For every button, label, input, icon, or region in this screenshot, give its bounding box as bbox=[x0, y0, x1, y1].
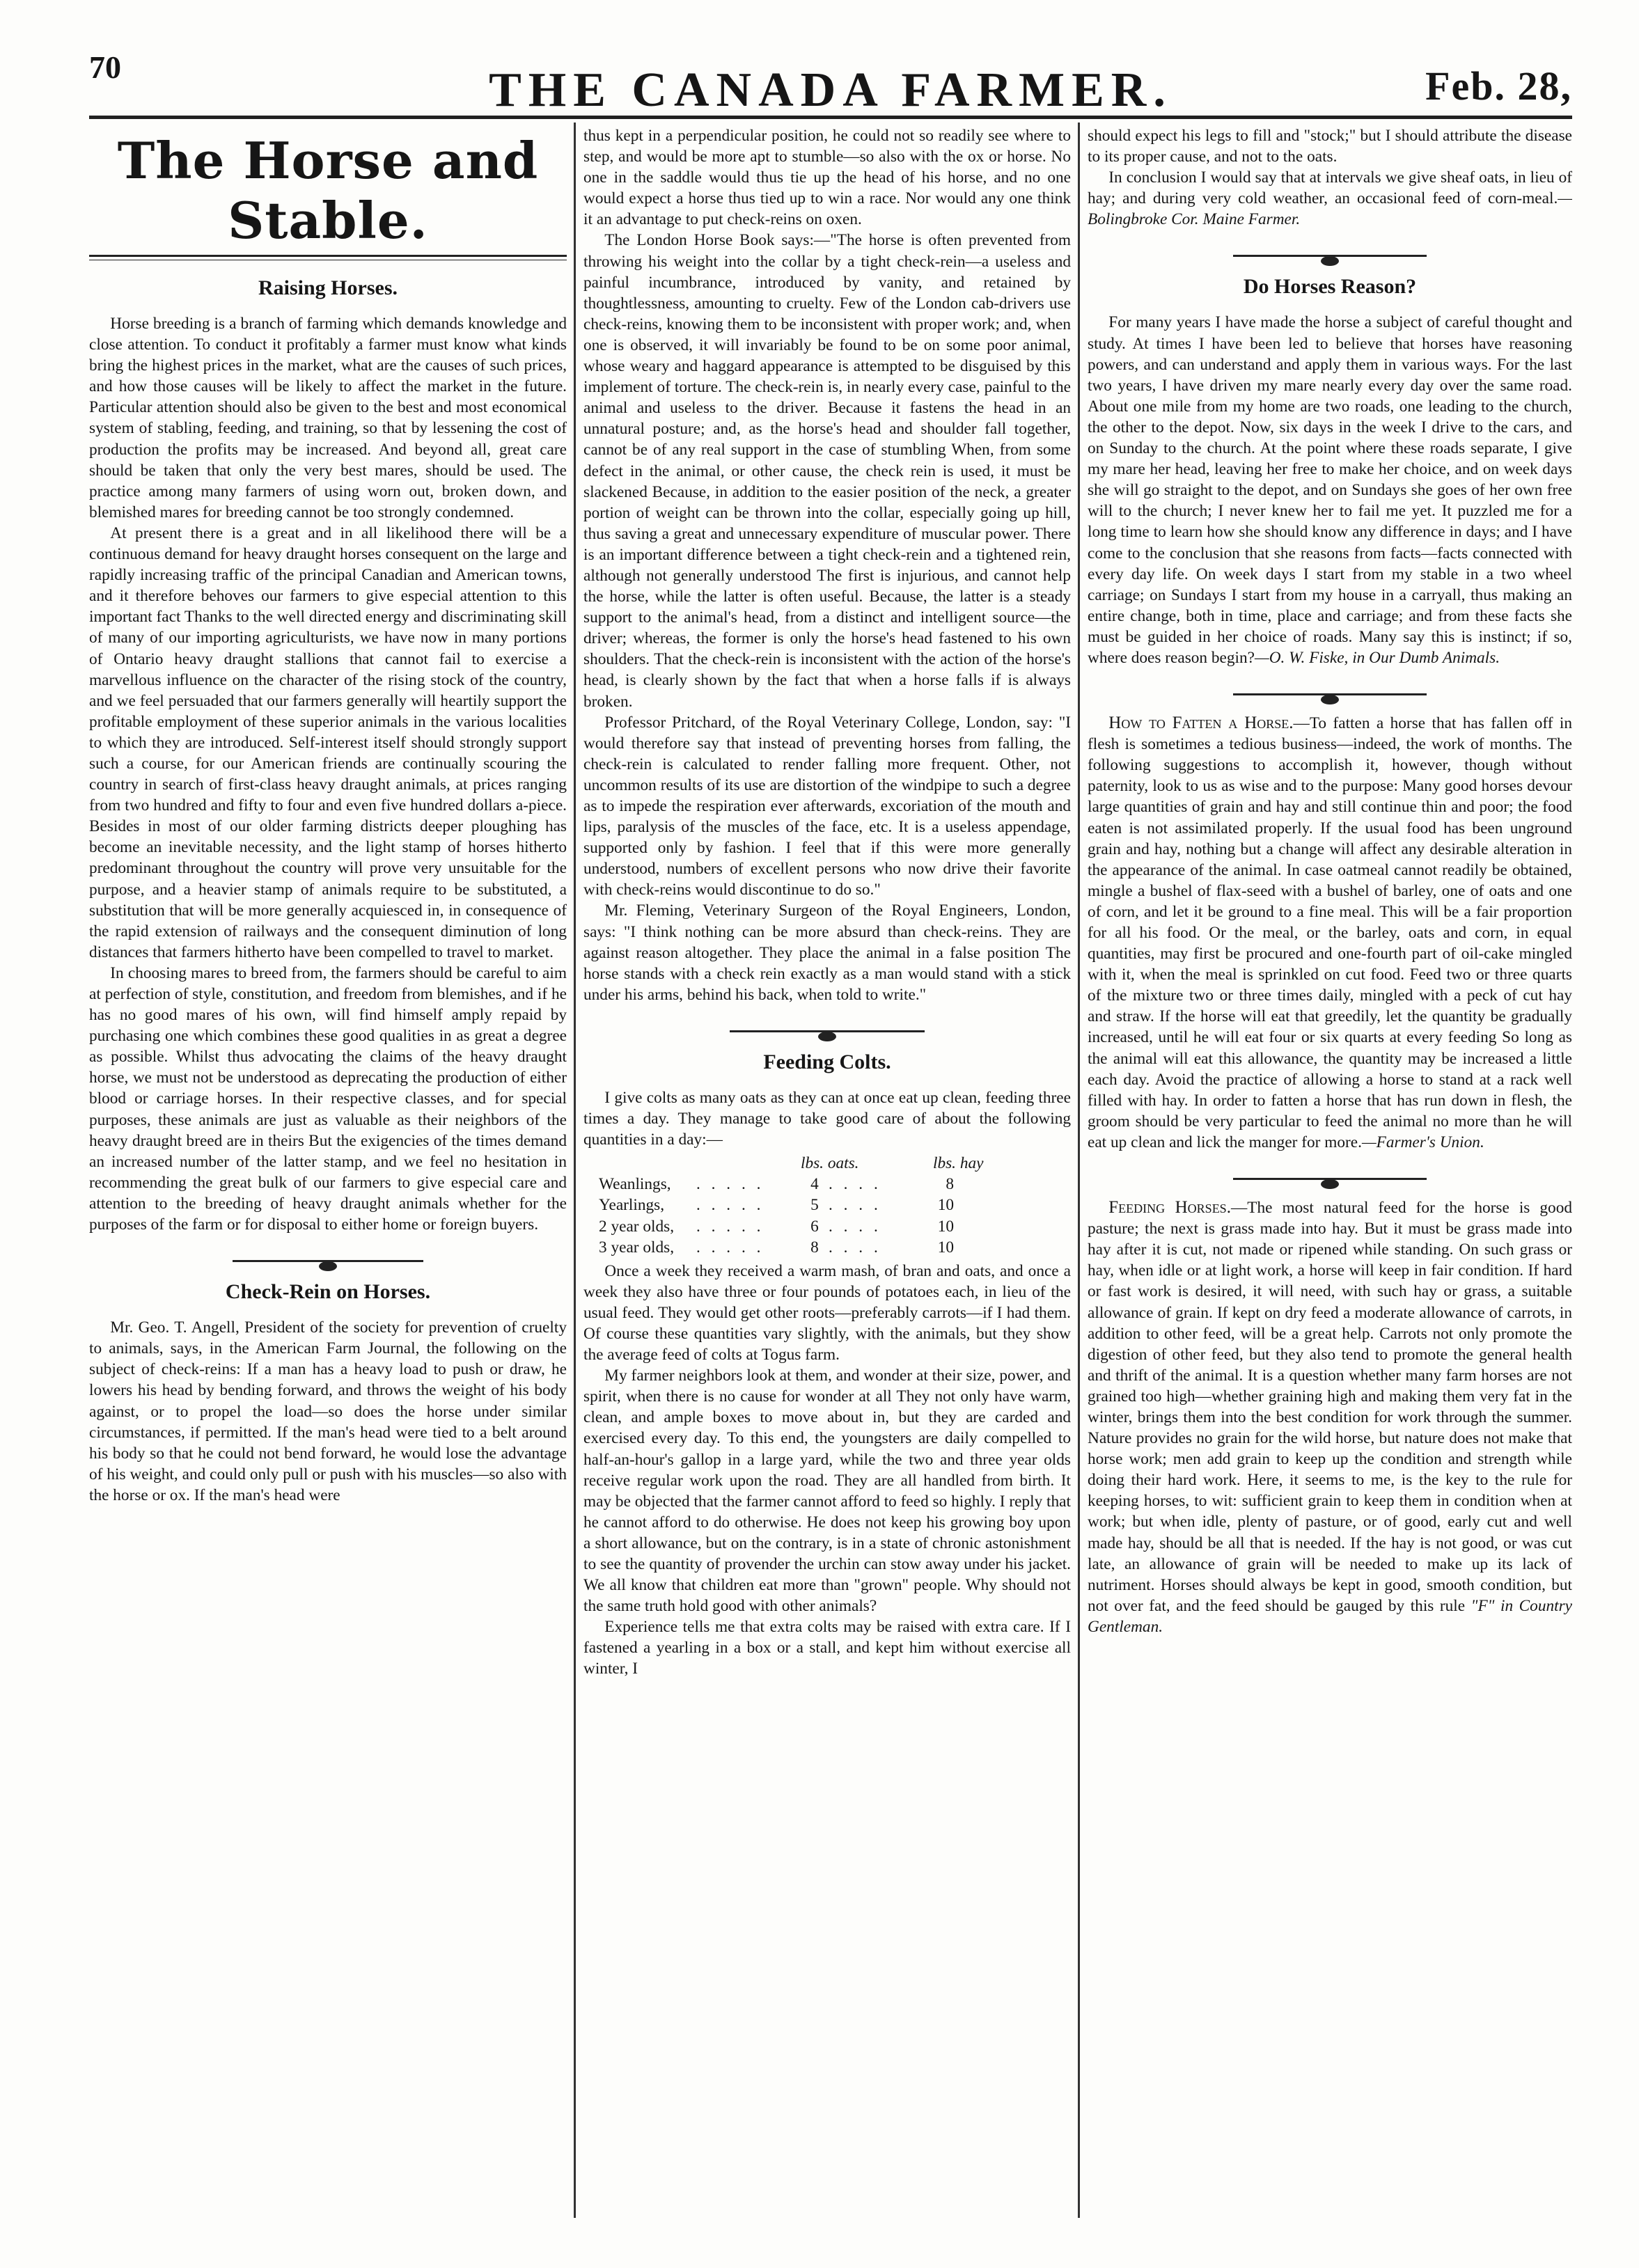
paragraph: I give colts as many oats as they can at once eat up clean, feeding three times a day. They manage to take good care of about the following quantities in a day:— bbox=[583, 1088, 1071, 1149]
column-2 bbox=[583, 125, 1071, 2221]
section-ornament bbox=[89, 1256, 567, 1266]
department-heading: The Horse and Stable. bbox=[117, 131, 539, 250]
source-credit: —Farmer's Union. bbox=[1361, 1133, 1484, 1151]
paragraph: My farmer neighbors look at them, and wonder at their size, power, and spirit, when there is no cause for wonder at all They not only have warm, clean, and ample boxes to move about in, but they are carded and exercised every day. To this end, the youngsters are daily compelled to half-an-hour's gallop in a large yard, while the two and three year olds receive regular work upon the road. They are all handled from birth. It may be objected that the farmer cannot afford to feed so highly. I reply that he cannot afford to do otherwise. He does not keep his growing boy upon a short allowance, but on the contrary, is in a state of chronic astonishment to see the quantity of provender the urchin can stow away under his jacket. We all know that children eat more than "grown" people. Why should not the same truth hold good with other animals? bbox=[583, 1367, 1071, 1616]
table-cell-oats: 5 bbox=[810, 1196, 819, 1215]
paragraph: Horse breeding is a branch of farming which demands knowledge and close attention. To conduct it profitably a farmer must know what kinds bring the highest prices in the market, what are the causes of such prices, and how those causes will be likely to affect the market in the future. Particular attention should also be given to the best and most economical system of stabling, feeding, and training, so that by lessening the cost of production the profits may be increased. And beyond all, great care should be taken that only the very best mares, should be used. The practice among many farmers of using worn out, broken down, and blemished mares for breeding cannot be too strongly condemned. bbox=[89, 315, 567, 521]
table-row: 2 year olds, . . . . . 6 . . . . 10 bbox=[599, 1216, 1071, 1237]
table-cell-hay: 8 bbox=[946, 1175, 954, 1194]
table-row: Yearlings, . . . . . 5 . . . . 10 bbox=[599, 1195, 1071, 1215]
table-cell-hay: 10 bbox=[937, 1238, 954, 1257]
paragraph: In choosing mares to breed from, the farmers should be careful to aim at perfection of style, constitution, and freedom from blemishes, and if he has no good mares of his own, will find himself amply repaid by purchasing one which combines these good qualities in as great a degree as possible. Whilst thus advocating the claims of the heavy draught horse, we must not be understood as deprecating the production of either blood or carriage horses. In their respective classes, and for special purposes, these animals are just as valuable as their neighbors of the heavy draught breed are in theirs But the exigencies of the times demand an increased number of the latter stamp, and we feel no hesitation in recommending the great bulk of our farmers to give especial care and attention to the breeding of heavy draught animals whether for the purposes of the farm or for disposal to either home or foreign buyers. bbox=[89, 963, 567, 1234]
table-cell-hay: 10 bbox=[937, 1196, 954, 1215]
article-heading: Do Horses Reason? bbox=[1243, 275, 1417, 299]
table-header-hay: lbs. hay bbox=[933, 1154, 984, 1173]
double-rule bbox=[89, 255, 567, 260]
table-cell-label: 3 year olds, bbox=[599, 1238, 675, 1257]
section-ornament bbox=[1088, 689, 1572, 699]
table-cell-label: Weanlings, bbox=[599, 1175, 671, 1194]
section-ornament bbox=[1088, 1174, 1572, 1183]
table-header-oats: lbs. oats. bbox=[801, 1154, 859, 1173]
table-row: Weanlings, . . . . . 4 . . . . 8 bbox=[599, 1174, 1071, 1195]
running-head bbox=[89, 33, 1572, 117]
paragraph: Once a week they received a warm mash, of bran and oats, and once a week they also have three or four pounds of potatoes each, in lieu of the usual feed. They would get other roots—preferably carrots—if I had them. Of course these quantities vary slightly, with the animals, but they show the average feed of colts at Togus farm. bbox=[583, 1261, 1071, 1364]
paragraph-text: In conclusion I would say that at intervals we give sheaf oats, in lieu of hay; and during very cold weather, an occasional feed of corn-meal. bbox=[1088, 168, 1572, 208]
paragraph: Professor Pritchard, of the Royal Veterinary College, London, say: "I would therefore say that instead of preventing horses from falling, the check-rein is calculated to render falling more frequent. Other, not uncommon results of its use are distortion of the windpipe to such a degree as to impede the respiration ever afterwards, excoriation of the mouth and lips, paralysis of the muscles of the face, etc. It is a useless appendage, supported only by fashion. I feel that if this were more generally understood, numbers of excellent persons who now drive their favorite with check-reins would discontinue to do so." bbox=[583, 713, 1071, 899]
table-cell-oats: 4 bbox=[810, 1175, 819, 1194]
column-3 bbox=[1088, 125, 1572, 2221]
table-cell-oats: 8 bbox=[810, 1238, 819, 1257]
column-1 bbox=[89, 125, 567, 2221]
paragraph: should expect his legs to fill and "stock;" but I should attribute the disease to its proper cause, and not to the oats. bbox=[1088, 127, 1572, 166]
paragraph: thus kept in a perpendicular position, he could not so readily see where to step, and would be more apt to stumble—so also with the ox or horse. No one in the saddle would thus tie up the head of his horse, and no one would expect a horse thus tied up to win a race. Nor would any one think it an advantage to put check-reins on oxen. bbox=[583, 127, 1071, 229]
table-cell-oats: 6 bbox=[810, 1217, 819, 1236]
paragraph: Mr. Fleming, Veterinary Surgeon of the Royal Engineers, London, says: "I think nothing can be more absurd than check-reins. They are against reason altogether. They place the animal in a false position The horse stands with a check rein exactly as a man would stand with a stick under his arms, behind his back, when told to write." bbox=[583, 901, 1071, 1004]
table-row: 3 year olds, . . . . . 8 . . . . 10 bbox=[599, 1237, 1071, 1258]
paragraph-text: —To fatten a horse that has fallen off in flesh is sometimes a tedious business—indeed, the work of months. The following suggestions to accomplish it, however, though without paternity, look to us as wise and to the purpose: Many good horses devour large quantities of grain and hay and still continue thin and poor; the food eaten is not assimilated properly. If the usual food has been unground grain and hay, nothing but a change will affect any desirable alteration in the appearance of the animal. In case oatmeal cannot readily be obtained, mingle a bushel of flax-seed with a bushel of barley, one of oats and one of corn, and let it be ground to a fine meal. This will be a fair proportion for all his food. Or the meal, or the barley, oats and corn, in equal quantities, may first be procured and one-fourth part of oil-cake mingled with it, when the meal is sprinkled on cut food. Feed two or three quarts of the mixture two or three times daily, mingled with a peck of cut hay and straw. If the horse will eat that greedily, let the quantity be gradually increased, until he will eat four or six quarts at every feeding So long as the animal will eat this allowance, the quantity may be increased a little each day. Avoid the practice of allowing a horse to stand at a rack well filled with hay. In order to fatten a horse that has run down in flesh, the groom should be very particular to feed the animal no more than he will eat up clean and lick the manger for more. bbox=[1088, 714, 1572, 1151]
paragraph: Mr. Geo. T. Angell, President of the society for prevention of cruelty to animals, says, in the American Farm Journal, the following on the subject of check-reins: If a man has a heavy load to push or draw, he lowers his head by bending forward, and throws the weight of his body against, or to propel the load—so does the horse under similar circumstances, if permitted. If the man's head were tied to a belt around his body so that he could not bend forward, he would lose the advantage of his weight, and could only pull or push with his muscles—so also with the horse or ox. If the man's head were bbox=[89, 1318, 567, 1504]
table-cell-label: 2 year olds, bbox=[599, 1217, 675, 1236]
header-rule bbox=[89, 116, 1572, 119]
paragraph bbox=[1088, 312, 1572, 668]
source-credit: —Bolingbroke Cor. Maine Farmer. bbox=[1088, 189, 1572, 229]
source-credit: "F" in Country Gentleman. bbox=[1088, 1596, 1572, 1636]
masthead-title: THE CANADA FARMER. bbox=[489, 63, 1173, 117]
page-number: 70 bbox=[89, 49, 121, 85]
paragraph: At present there is a great and in all likelihood there will be a continuous demand for heavy draught horses consequent on the large and rapidly increasing traffic of the principal Canadian and American towns, and it therefore behoves our farmers to give especial attention to this important fact Thanks to the well directed energy and discriminating skill of many of our importing agriculturists, we have now in many portions of Ontario heavy draught stallions that cannot fail to exercise a marvellous influence on the character of the rising stock of the country, and we feel persuaded that our farmers generally will heartily support the profitable employment of these superior animals in the various localities to which they are introduced. Self-interest itself should strongly support such a course, for our American friends are continually scouring the country in search of first-class heavy draught animals, at prices ranging from two hundred and fifty to four and even five hundred dollars a-piece. Besides in most of our older farming districts deeper ploughing has become an inevitable necessity, and the light stamp of horses hitherto predominant throughout the country will prove very unsuitable for the purpose, and a heavier stamp of animals require to be substituted, a substitution that will be more generally acquiesced in, in consequence of the rapid extension of railways and the consequent diminution of long distances that farmers hitherto have been compelled to travel to market. bbox=[89, 523, 567, 961]
table-cell-hay: 10 bbox=[937, 1217, 954, 1236]
paragraph bbox=[1088, 713, 1572, 1153]
feeding-table bbox=[599, 1153, 1071, 1257]
issue-date: Feb. 28, bbox=[1425, 63, 1572, 109]
source-credit: —O. W. Fiske, in Our Dumb Animals. bbox=[1255, 648, 1500, 667]
paragraph: The London Horse Book says:—"The horse is often prevented from throwing his weight into the collar by a tight check-rein—a useless and painful incumbrance, introduced by vanity, and retained by thoughtlessness, amounting to cruelty. Few of the London cab-drivers use check-reins, knowing them to be inconsistent with proper work; and, when one is observed, it will invariably be found to be on some poor animal, whose weary and haggard appearance is attempted to be disguised by this implement of torture. The check-rein is, in nearly every case, painful to the animal and useless to the driver. Because it fastens the head in an unnatural posture; and, as the horse's head and shoulder fall together, cannot be of any real support in the case of stumbling When, from some defect in the animal, or other cause, the check rein is used, it must be slackened Because, in addition to the easier position of the neck, a greater portion of weight can be thrown into the collar, especially going up hill, thus saving a great and unnecessary expenditure of muscular power. There is an important difference between a tight check-rein and a tightened rein, although not generally understood The first is injurious, and cannot help the horse, while the latter is often useful. Because, the latter is a steady support to the animal's head, from a distinct and intelligent source—the driver; whereas, the former is only the horse's head fastened to his own shoulders. That the check-rein is inconsistent with the action of the horse's head, is clearly shown by the fact that when a horse falls if is always broken. bbox=[583, 231, 1071, 711]
runin-heading: Feeding Horses. bbox=[1108, 1198, 1231, 1218]
paragraph bbox=[1088, 1197, 1572, 1637]
section-ornament bbox=[583, 1026, 1071, 1036]
paragraph-text: For many years I have made the horse a subject of careful thought and study. At times I have been led to believe that horses have reasoning powers, and can understand and apply them in various ways. For the last two years, I have driven my mare nearly every day over the same road. About one mile from my home are two roads, one leading to the church, the other to the depot. Now, six days in the week I drive to the cars, and on Sunday to the church. At the point where these roads separate, I give my mare her head, leaving her free to make her choice, and on week days she will go straight to the depot, and on Sundays she goes of her own free will to the church; I never knew her to fail me yet. It puzzled me for a long time to learn how she should know any difference in days; and I have come to the conclusion that she reasons from facts—facts connected with every day life. On week days I start from my stable in a two wheel carriage; on Sundays I start from my house in a carryall, thus making an entire change, both in time, place and carriage; and from these facts she must be guided in her choice of roads. Many say this is instinct; if so, where does reason begin? bbox=[1088, 313, 1572, 667]
paragraph-text: —The most natural feed for the horse is good pasture; the next is grass made into hay. But it must be grass made into hay after it is cut, not made or ripened while standing. On such grass or hay, when idle or at light work, a horse will keep in fair condition. If hard or fast work is desired, it will need, with such hay or grass, a suitable allowance of grain. If kept on dry feed a moderate allowance of carrots, in addition to other feed, will be a great help. Carrots not only promote the digestion of other feed, but they also tend to promote the general health and thrift of the animal. It is a question whether many farm horses are not grained too high—whether graining high and making them very fat in the winter, brings them into the best condition for work through the summer. Nature provides no grain for the wild horse, but nature does not make that horse work; men add grain to keep up the condition and strength while doing their hard work. Here, it seems to me, is the key to the rule for keeping horses, to wit: sufficient grain to keep them in condition when at work; but when idle, plenty of pasture, or of good, early cut and well made hay, should be all that is needed. If the hay is not good, or was cut late, an allowance of grain will be needed to make up its lack of nutriment. Horses should always be kept in good, smooth condition, but not over fat, and the feed should be gauged by this rule bbox=[1088, 1199, 1572, 1615]
section-ornament bbox=[1088, 251, 1572, 260]
paragraph: Experience tells me that extra colts may be raised with extra care. If I fastened a yearling in a box or a stall, and kept him without exercise all winter, I bbox=[583, 1618, 1071, 1678]
column-divider bbox=[1078, 123, 1080, 2218]
paragraph bbox=[1088, 167, 1572, 230]
table-cell-label: Yearlings, bbox=[599, 1196, 665, 1215]
runin-heading: How to Fatten a Horse. bbox=[1108, 714, 1294, 733]
article-heading: Check-Rein on Horses. bbox=[225, 1280, 431, 1304]
article-heading: Raising Horses. bbox=[258, 276, 398, 299]
table-header-row bbox=[599, 1153, 1071, 1174]
column-divider bbox=[574, 123, 576, 2218]
article-heading: Feeding Colts. bbox=[763, 1050, 891, 1073]
